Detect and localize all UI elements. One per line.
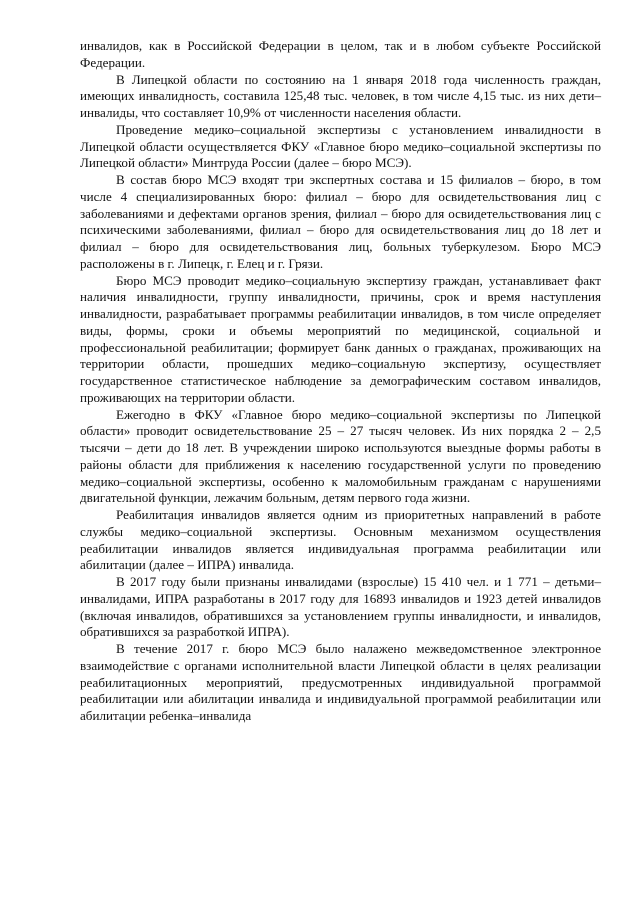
paragraph-2017-statistics: В 2017 году были признаны инвалидами (взрослые) 15 410 чел. и 1 771 – детьми–инвалидами, ИПРА разработаны в 2017 году для 16893 инвалидов и 1923 детей инвалидов (включая инвалидов, обратившихся за установлением группы инвалидности, и инвалидов, обратившихся за разработкой ИПРА). bbox=[80, 574, 601, 640]
paragraph-annual-examinations: Ежегодно в ФКУ «Главное бюро медико–социальной экспертизы по Липецкой области» проводит освидетельствование 25 – 27 тысяч человек. Из них порядка 2 – 2,5 тысячи – дети до 18 лет. В учреждении широко используются выездные формы работы в районы области для приближения к населению государственной услуги по проведению медико–социальной экспертизы, особенно к маломобильным гражданам с нарушениями двигательной функции, лежачим больным, детям первого года жизни. bbox=[80, 406, 601, 506]
document-page bbox=[80, 38, 601, 725]
paragraph-rehabilitation-priority: Реабилитация инвалидов является одним из приоритетных направлений в работе службы медико–социальной экспертизы. Основным механизмом осуществления реабилитации инвалидов является индивидуальная программа реабилитации или абилитации (далее – ИПРА) инвалида. bbox=[80, 507, 601, 573]
paragraph-mse-bureau-intro: Проведение медико–социальной экспертизы с установлением инвалидности в Липецкой области осуществляется ФКУ «Главное бюро медико–социальной экспертизы по Липецкой области» Минтруда России (далее – бюро МСЭ). bbox=[80, 121, 601, 171]
paragraph-continuation: инвалидов, как в Российской Федерации в целом, так и в любом субъекте Российской Федерации. bbox=[80, 38, 601, 70]
paragraph-bureau-structure: В состав бюро МСЭ входят три экспертных состава и 15 филиалов – бюро, в том числе 4 специализированных бюро: филиал – бюро для освидетельствования лиц с заболеваниями и дефектами органов зрения, филиал – бюро для освидетельствования лиц с психическими заболеваниями, филиал – бюро для освидетельствования лиц до 18 лет и филиал – бюро для освидетельствования лиц, больных туберкулезом. Бюро МСЭ расположены в г. Липецк, г. Елец и г. Грязи. bbox=[80, 172, 601, 271]
paragraph-bureau-functions: Бюро МСЭ проводит медико–социальную экспертизу граждан, устанавливает факт наличия инвалидности, группу инвалидности, причины, срок и время наступления инвалидности, разрабатывает программы реабилитации инвалидов, в том числе определяет виды, формы, сроки и объемы мероприятий по медицинской, социальной и профессиональной реабилитации; формирует банк данных о гражданах, проживающих на территории области, прошедших медико–социальную экспертизу, осуществляет государственное статистическое наблюдение за демографическим составом инвалидов, проживающих на территории области. bbox=[80, 272, 601, 405]
paragraph-interagency-interaction: В течение 2017 г. бюро МСЭ было налажено межведомственное электронное взаимодействие с органами исполнительной власти Липецкой области в целях реализации реабилитационных мероприятий, предусмотренных индивидуальной программой реабилитации или абилитации инвалида и индивидуальной программой реабилитации или абилитации ребенка–инвалида bbox=[80, 641, 601, 723]
paragraph-disability-statistics: В Липецкой области по состоянию на 1 января 2018 года численность граждан, имеющих инвалидность, составила 125,48 тыс. человек, в том числе 4,15 тыс. из них дети–инвалиды, что составляет 10,9% от численности населения области. bbox=[80, 71, 601, 120]
